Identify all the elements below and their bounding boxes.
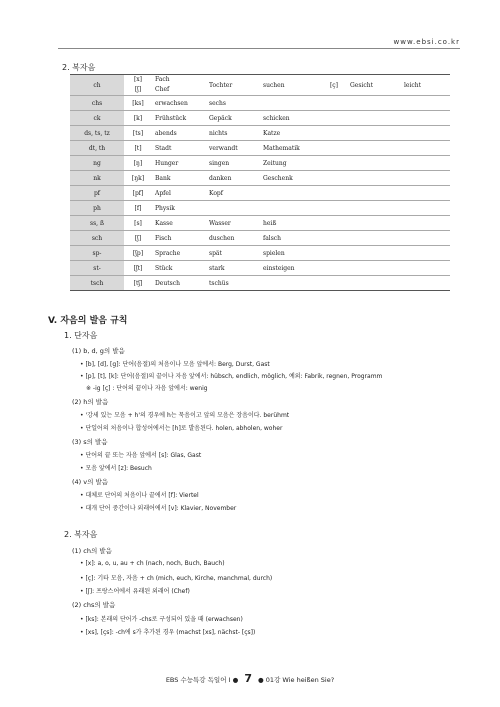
item-line: ※ -ig [ç] : 단어의 끝이나 자음 앞에서: wenig bbox=[86, 385, 208, 392]
book-title: EBS 수능특강 독일어 I bbox=[165, 676, 231, 684]
item-line: • 단어의 끝 또는 자음 앞에서 [s]: Glas, Gast bbox=[80, 452, 202, 459]
item-heading: (4) v의 발음 bbox=[72, 478, 109, 486]
table-row: tsch [tʃ] Deutsch tschüs bbox=[70, 276, 450, 291]
header-divider bbox=[58, 48, 460, 49]
item-line: • [p], [t], [k]: 단어(음절)의 끝이나 자음 앞에서: hübsch, endlich, möglich, 예외: Fabrik, regnen, Programm bbox=[80, 373, 383, 380]
item-line: • [x]: a, o, u, au + ch (nach, noch, Buch, Bauch) bbox=[80, 560, 225, 567]
table-row bbox=[70, 75, 450, 96]
example-cell: Gesicht bbox=[347, 75, 401, 96]
item-line: • 대개 단어 중간이나 외래어에서 [v]: Klavier, November bbox=[80, 505, 237, 512]
table-row: ds, ts, tz [ts] abends nichts Katze bbox=[70, 126, 450, 141]
table-row: ck [k] Frühstück Gepäck schicken bbox=[70, 111, 450, 126]
item-line: • [ç]: 기타 모음, 자음 + ch (mich, euch, Kirche, manchmal, durch) bbox=[80, 575, 273, 582]
table-row: pf [pf] Apfel Kopf bbox=[70, 186, 450, 201]
subsection-title: 2. 복자음 bbox=[64, 530, 98, 539]
page-footer bbox=[0, 672, 500, 685]
item-line: • [ʃ]: 프랑스어에서 유래된 외래어 (Chef) bbox=[80, 588, 190, 595]
item-line: • [ks]: 본래의 단어가 -chs로 구성되어 있을 때 (erwachsen) bbox=[80, 616, 243, 623]
item-line: • [xs], [çs]: -ch에 s가 추가된 경우 (machst [xs], nächst- [çs]) bbox=[80, 629, 256, 636]
item-line: • 모음 앞에서 [z]: Besuch bbox=[80, 465, 152, 472]
table-row: sp- [ʃp] Sprache spät spielen bbox=[70, 246, 450, 261]
separator-dot: ● bbox=[258, 676, 266, 684]
site-url: www.ebsi.co.kr bbox=[393, 38, 460, 46]
table-row: sch [ʃ] Fisch duschen falsch bbox=[70, 231, 450, 246]
item-heading: (3) s의 발음 bbox=[72, 438, 108, 446]
example-cell: Tochter bbox=[206, 75, 260, 96]
chapter-title: 01강 Wie heißen Sie? bbox=[265, 676, 335, 684]
page-number: 7 bbox=[244, 672, 252, 685]
table-row: nk [ŋk] Bank danken Geschenk bbox=[70, 171, 450, 186]
item-heading: (1) b, d, g의 발음 bbox=[72, 347, 125, 355]
section-title-rules: V. 자음의 발음 규칙 bbox=[48, 316, 128, 326]
table-row: chs [ks] erwachsen sechs bbox=[70, 96, 450, 111]
separator-dot: ● bbox=[232, 676, 241, 684]
item-heading: (2) chs의 발음 bbox=[72, 601, 116, 609]
item-line: • '강세 있는 모음 + h'의 경우에 h는 묵음이고 앞의 모음은 장음이다. berühmt bbox=[80, 412, 290, 419]
item-line: • [b], [d], [g]: 단어(음절)의 처음이나 모음 앞에서: Berg, Durst, Gast bbox=[80, 361, 270, 368]
ipa-cell: [ç] bbox=[321, 75, 347, 96]
consonant-table bbox=[70, 74, 450, 291]
table-row: ng [ŋ] Hunger singen Zeitung bbox=[70, 156, 450, 171]
ipa-cell: [x] [ʃ] bbox=[124, 75, 152, 96]
table-row: ss, ß [s] Kasse Wasser heiß bbox=[70, 216, 450, 231]
table-row: ph [f] Physik bbox=[70, 201, 450, 216]
item-line: • 대체로 단어의 처음이나 끝에서 [f]: Viertel bbox=[80, 492, 199, 499]
example-cell: suchen bbox=[260, 75, 321, 96]
table-row: dt, th [t] Stadt verwandt Mathematik bbox=[70, 141, 450, 156]
example-cell: leicht bbox=[401, 75, 450, 96]
item-line: • 단일어의 처음이나 합성어에서는 [h]로 발음된다. holen, abholen, woher bbox=[80, 425, 283, 432]
section-title-compound: 2. 복자음 bbox=[62, 63, 96, 72]
item-heading: (2) h의 발음 bbox=[72, 398, 109, 406]
table-row: st- [ʃt] Stück stark einsteigen bbox=[70, 261, 450, 276]
example-cell: Fach Chef bbox=[152, 75, 206, 96]
grapheme-cell: ch bbox=[70, 75, 124, 96]
item-heading: (1) ch의 발음 bbox=[72, 547, 112, 555]
subsection-title: 1. 단자음 bbox=[64, 331, 98, 340]
